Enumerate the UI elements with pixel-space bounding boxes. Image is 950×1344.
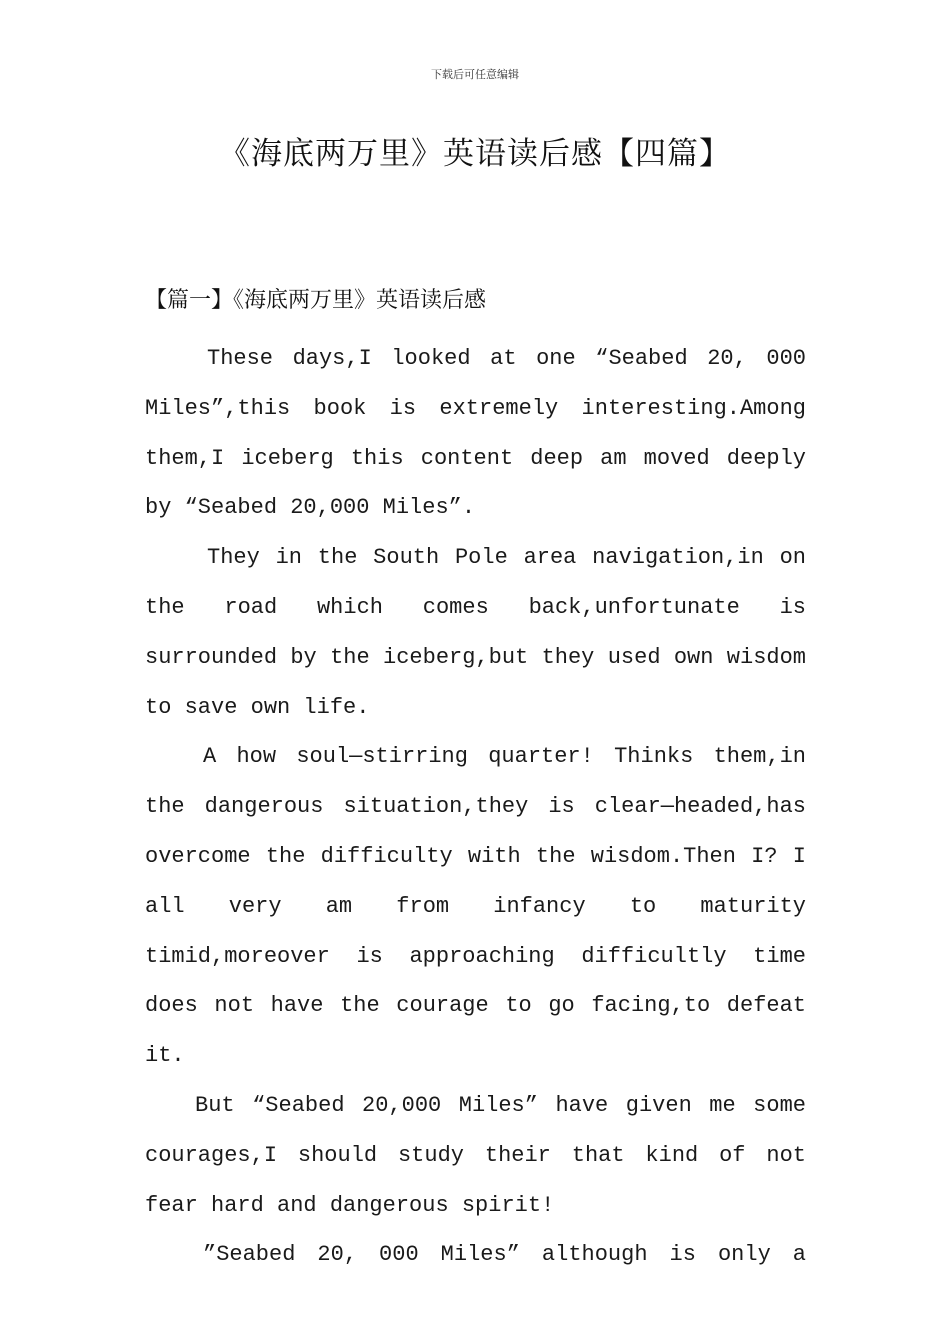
paragraph: ”Seabed 20, 000 Miles” although is only a <box>203 1242 806 1268</box>
section-heading: 【篇一】《海底两万里》英语读后感 <box>145 288 487 313</box>
paragraph: They in the South Pole area navigation,in on the road which comes back,unfortunate is surrounded by the iceberg,but they used own wisdom to save own life. <box>145 545 806 720</box>
header-note: 下载后可任意编辑 <box>431 68 519 81</box>
paragraph: A how soul—stirring quarter! Thinks them,in the dangerous situation,they is clear—headed,has overcome the difficulty with the wisdom.Then I? I all very am from infancy to maturity timid,moreover is approaching difficultly time does not have the courage to go facing,to defeat it. <box>145 744 806 1069</box>
document-body <box>145 334 806 1280</box>
paragraph: These days,I looked at one “Seabed 20, 000 Miles”,this book is extremely interesting.Among them,I iceberg this content deep am moved deeply by “Seabed 20,000 Miles”. <box>145 346 806 521</box>
document-title: 《海底两万里》英语读后感【四篇】 <box>219 136 731 172</box>
paragraph: But “Seabed 20,000 Miles” have given me some courages,I should study their that kind of not fear hard and dangerous spirit! <box>145 1092 806 1218</box>
